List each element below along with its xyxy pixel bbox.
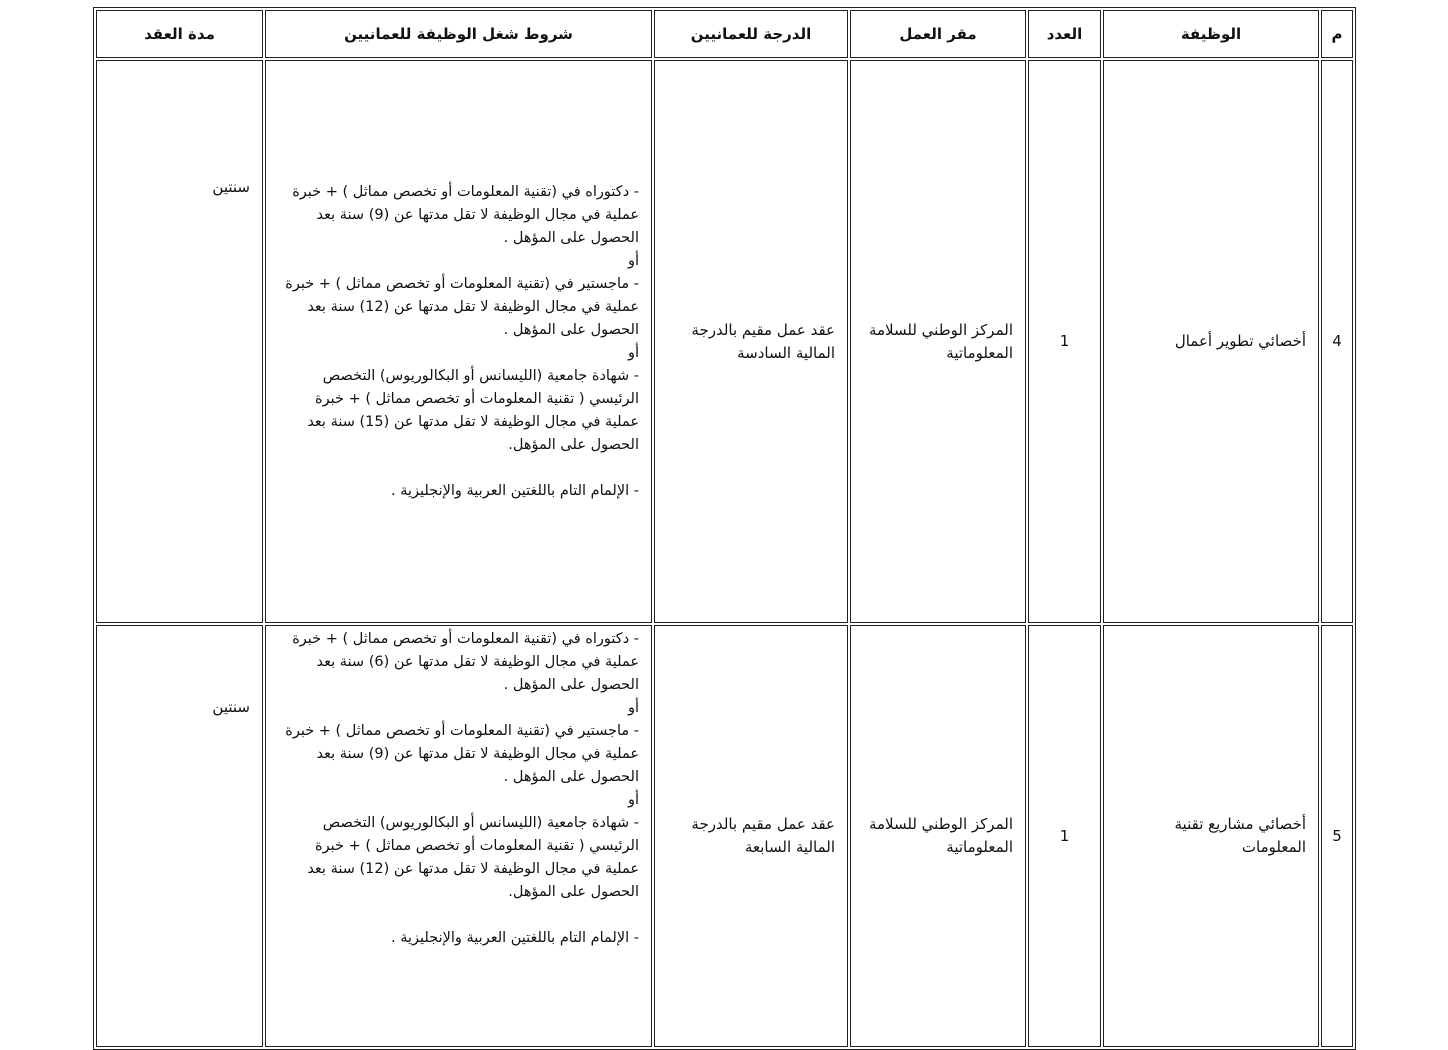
header-grade: الدرجة للعمانيين — [654, 10, 848, 58]
condition-spacer — [278, 457, 639, 480]
jobs-table — [93, 7, 1356, 1050]
job-conditions — [265, 60, 652, 623]
condition-line: أو — [627, 700, 639, 716]
table-row — [96, 625, 1353, 1047]
header-duration: مدة العقد — [96, 10, 263, 58]
job-grade: عقد عمل مقيم بالدرجة المالية السادسة — [654, 60, 848, 623]
job-title: أخصائي مشاريع تقنية المعلومات — [1103, 625, 1319, 1047]
condition-line: - دكتوراه في (تقنية المعلومات أو تخصص مماثل ) + خبرة عملية في مجال الوظيفة لا تقل مدتها عن (9) سنة بعد الحصول على المؤهل . — [292, 183, 639, 246]
job-grade: عقد عمل مقيم بالدرجة المالية السابعة — [654, 625, 848, 1047]
condition-line: - الإلمام التام باللغتين العربية والإنجليزية . — [391, 930, 639, 946]
work-place: المركز الوطني للسلامة المعلوماتية — [850, 625, 1026, 1047]
header-conditions: شروط شغل الوظيفة للعمانيين — [265, 10, 652, 58]
job-count: 1 — [1028, 60, 1101, 623]
header-count: العدد — [1028, 10, 1101, 58]
condition-spacer — [278, 904, 639, 927]
header-place: مقر العمل — [850, 10, 1026, 58]
header-m: م — [1321, 10, 1353, 58]
condition-line: - شهادة جامعية (الليسانس أو البكالوريوس) التخصص الرئيسي ( تقنية المعلومات أو تخصص مماثل ) + خبرة عملية في مجال الوظيفة لا تقل مدتها عن (15) سنة بعد الحصول على المؤهل. — [307, 367, 639, 453]
condition-line: - شهادة جامعية (الليسانس أو البكالوريوس) التخصص الرئيسي ( تقنية المعلومات أو تخصص مماثل ) + خبرة عملية في مجال الوظيفة لا تقل مدتها عن (12) سنة بعد الحصول على المؤهل. — [307, 815, 639, 900]
condition-line: - دكتوراه في (تقنية المعلومات أو تخصص مماثل ) + خبرة عملية في مجال الوظيفة لا تقل مدتها عن (6) سنة بعد الحصول على المؤهل . — [292, 631, 639, 693]
job-title: أخصائي تطوير أعمال — [1103, 60, 1319, 623]
table-row — [96, 60, 1353, 623]
header-row — [96, 10, 1353, 58]
condition-line: أو — [627, 344, 639, 361]
condition-line: - ماجستير في (تقنية المعلومات أو تخصص مماثل ) + خبرة عملية في مجال الوظيفة لا تقل مدتها عن (9) سنة بعد الحصول على المؤهل . — [285, 723, 639, 785]
contract-duration: سنتين — [96, 625, 263, 1047]
condition-line: - ماجستير في (تقنية المعلومات أو تخصص مماثل ) + خبرة عملية في مجال الوظيفة لا تقل مدتها عن (12) سنة بعد الحصول على المؤهل . — [285, 275, 639, 338]
row-number: 5 — [1321, 625, 1353, 1047]
job-count: 1 — [1028, 625, 1101, 1047]
condition-line: أو — [627, 792, 639, 808]
header-job: الوظيفة — [1103, 10, 1319, 58]
work-place: المركز الوطني للسلامة المعلوماتية — [850, 60, 1026, 623]
contract-duration: سنتين — [96, 60, 263, 623]
job-conditions — [265, 625, 652, 1047]
row-number: 4 — [1321, 60, 1353, 623]
condition-line: - الإلمام التام باللغتين العربية والإنجليزية . — [391, 482, 639, 499]
condition-line: أو — [627, 252, 639, 269]
